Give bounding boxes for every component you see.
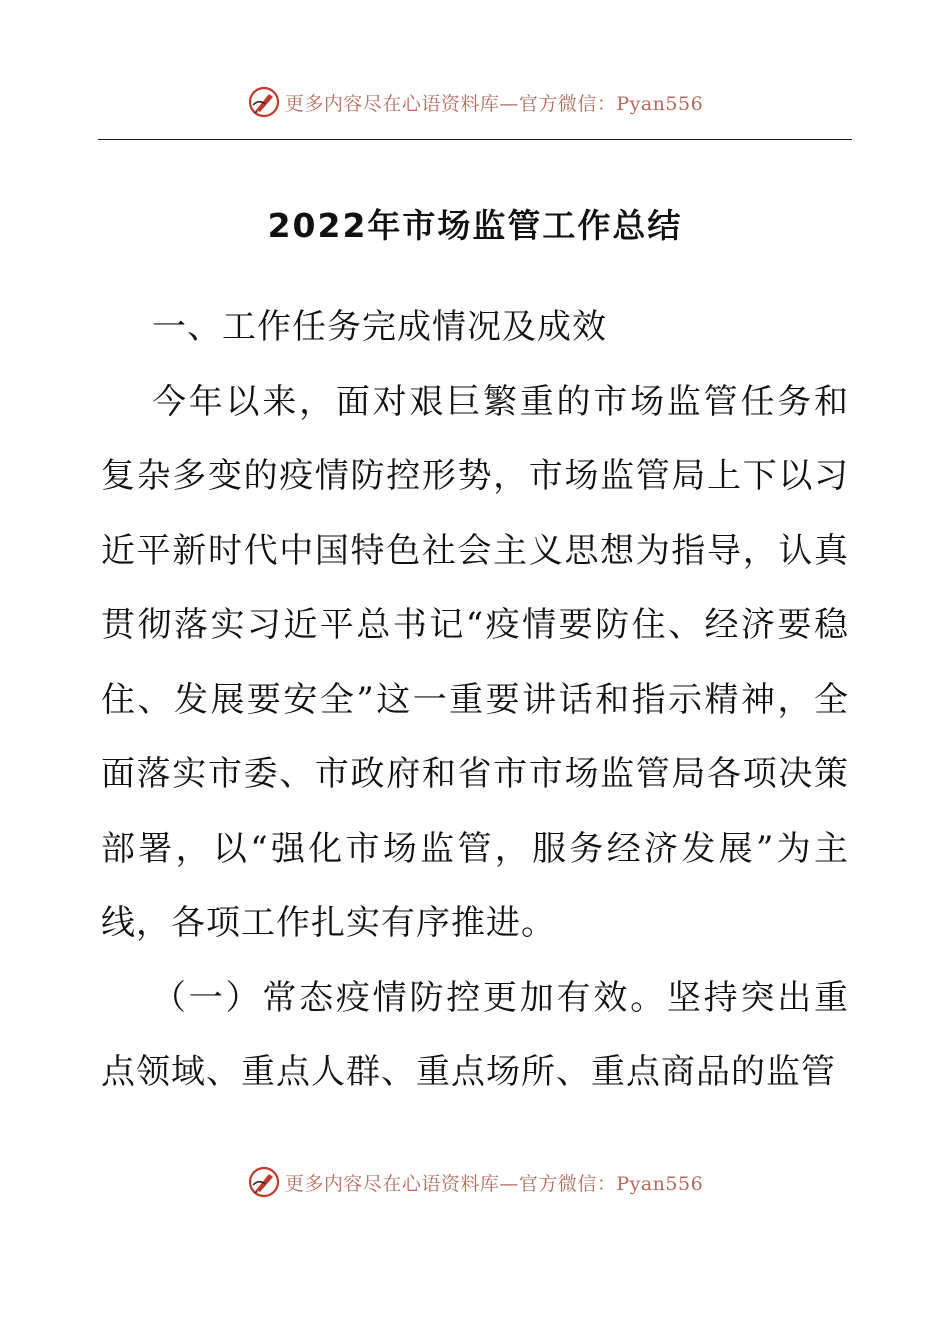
header-watermark-banner: [0, 82, 950, 122]
body-paragraph: （一）常态疫情防控更加有效。坚持突出重点领域、重点人群、重点场所、重点商品的监管: [101, 977, 849, 1092]
pen-nib-logo-icon: [247, 1165, 281, 1199]
document-body: [101, 290, 849, 1110]
footer-watermark-banner: [0, 1162, 950, 1202]
header-divider: [98, 139, 852, 140]
header-banner-text: 更多内容尽在心语资料库—官方微信：Pyan556: [284, 92, 704, 115]
document-title: 2022年市场监管工作总结: [267, 206, 683, 245]
footer-banner-text: 更多内容尽在心语资料库—官方微信：Pyan556: [284, 1172, 704, 1195]
pen-nib-logo-icon: [247, 85, 281, 119]
body-paragraph: 今年以来，面对艰巨繁重的市场监管任务和复杂多变的疫情防控形势，市场监管局上下以习近平新时代中国特色社会主义思想为指导，认真贯彻落实习近平总书记“疫情要防住、经济要稳住、发展要安全”这一重要讲话和指示精神，全面落实市委、市政府和省市市场监管局各项决策部署，以“强化市场监管，服务经济发展”为主线，各项工作扎实有序推进。: [101, 381, 849, 943]
section-heading: 一、工作任务完成情况及成效: [152, 307, 607, 347]
